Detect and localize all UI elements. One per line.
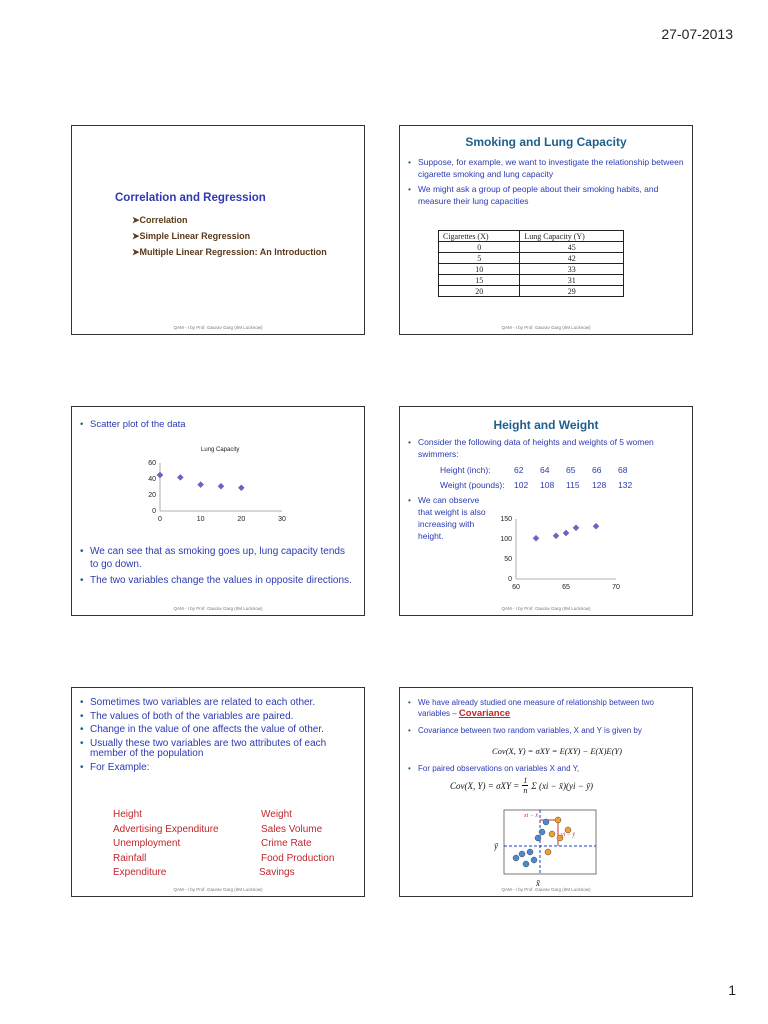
data-point	[198, 482, 204, 488]
data-point	[157, 472, 163, 478]
data-point	[549, 831, 555, 837]
x-tick-label: 70	[612, 584, 620, 591]
sample-covariance-formula: Cov(X, Y) = σXY = $\frac{1}{n}$ Σ (xi − x̄)(yi − ȳ)	[450, 776, 594, 795]
slide-footer: QAM - I by Prof. Gaurav Garg (IIM Lucknow)	[173, 606, 263, 611]
xbar-label: x̄	[536, 878, 540, 888]
bullet: • We might ask a group of people about their smoking habits, and measure their lung capacities	[408, 184, 659, 206]
lung-capacity-scatter-chart	[130, 443, 300, 533]
y-tick-label: 150	[500, 516, 512, 523]
data-point	[177, 474, 183, 480]
data-point	[573, 525, 579, 531]
data-point	[527, 849, 533, 855]
y-tick-label: 20	[148, 492, 156, 499]
data-point	[238, 485, 244, 491]
x-deviation-label: xi − x̄	[524, 813, 539, 819]
y-tick-label: 100	[500, 536, 512, 543]
data-point	[519, 851, 525, 857]
slide-title: Height and Weight	[493, 418, 599, 432]
page-number: 1	[728, 982, 736, 998]
bullet: • We can observe that weight is also increasing with height.	[408, 495, 486, 541]
data-point	[539, 829, 545, 835]
covariance-formula: Cov(X, Y) = σXY = E(XY) − E(X)E(Y)	[492, 746, 622, 756]
slide-footer: QAM - I by Prof. Gaurav Garg (IIM Lucknow)	[173, 325, 263, 330]
data-point	[545, 849, 551, 855]
list-item: Height Weight	[113, 809, 292, 820]
table-row: 20 29	[439, 286, 624, 297]
list-item: Advertising Expenditure Sales Volume	[113, 823, 323, 835]
examples-list	[113, 808, 334, 881]
data-point	[563, 530, 569, 536]
y-tick-label: 0	[152, 508, 156, 515]
slide-footer: QAM - I by Prof. Gaurav Garg (IIM Lucknow)	[501, 325, 591, 330]
data-point	[523, 861, 529, 867]
y-tick-label: 40	[148, 476, 156, 483]
table-row: 5 42	[439, 253, 624, 264]
bullet: • For paired observations on variables X and Y,	[408, 764, 580, 773]
slide-title: Correlation and Regression	[115, 192, 266, 204]
y-tick-label: 0	[508, 576, 512, 583]
bullet: • Covariance between two random variables, X and Y is given by	[408, 726, 642, 735]
list-item: Expenditure Savings	[113, 867, 295, 878]
bullet: • Usually these two variables are two attributes of each member of the population	[80, 737, 327, 759]
table-header: Cigarettes (X) Lung Capacity (Y)	[439, 231, 624, 242]
bullet: • Suppose, for example, we want to investigate the relationship between cigarette smoking and lung capacity	[408, 157, 684, 179]
y-deviation-label: yi − ȳ	[561, 832, 576, 838]
page-date: 27-07-2013	[661, 26, 733, 42]
data-point	[543, 819, 549, 825]
slide-height-weight	[399, 406, 693, 616]
bullet: • Scatter plot of the data	[80, 419, 186, 430]
table-row: 15 31	[439, 275, 624, 286]
bullet: • Sometimes two variables are related to each other.	[80, 697, 316, 708]
x-tick-label: 60	[512, 584, 520, 591]
data-point	[513, 855, 519, 861]
x-tick-label: 20	[237, 516, 246, 523]
list-item: Rainfall Food Production	[113, 852, 335, 864]
bullet: • For Example:	[80, 761, 150, 773]
bullet: • We have already studied one measure of relationship between two variables – Covariance	[408, 698, 654, 719]
x-tick-label: 10	[196, 516, 205, 523]
slide-footer: QAM - I by Prof. Gaurav Garg (IIM Lucknow)	[501, 887, 591, 892]
slide-footer: QAM - I by Prof. Gaurav Garg (IIM Lucknow)	[173, 887, 263, 892]
list-item: ➤Correlation	[132, 215, 188, 225]
x-tick-label: 0	[158, 516, 162, 523]
data-point	[533, 535, 539, 541]
y-tick-label: 50	[504, 556, 512, 563]
covariance-highlight: Covariance	[458, 708, 511, 719]
slide-smoking-lung	[399, 125, 693, 335]
slide-correlation-regression	[71, 125, 365, 335]
slide-scatter-plot	[71, 406, 365, 616]
data-point	[531, 857, 537, 863]
slide-related-variables	[71, 687, 365, 897]
table-row: 0 45	[439, 242, 624, 253]
table-row: 10 33	[439, 264, 624, 275]
data-point	[555, 817, 561, 823]
bullet: • The values of both of the variables are paired.	[80, 710, 294, 722]
weight-row: Weight (pounds): 102 108 115 128 132	[440, 480, 633, 490]
height-weight-scatter-chart	[488, 511, 628, 597]
slide-covariance	[399, 687, 693, 897]
bullet: • The two variables change the values in opposite directions.	[80, 575, 352, 586]
y-tick-label: 60	[148, 460, 156, 467]
list-item: ➤Simple Linear Regression	[132, 231, 251, 241]
bullet: • Consider the following data of heights and weights of 5 women swimmers:	[408, 437, 654, 459]
slide-title: Smoking and Lung Capacity	[465, 135, 627, 149]
x-tick-label: 30	[278, 516, 286, 523]
data-point	[218, 483, 224, 489]
data-point	[593, 523, 599, 529]
x-tick-label: 65	[562, 584, 570, 591]
ybar-label: ȳ	[494, 841, 498, 851]
chart-title: Lung Capacity	[201, 447, 240, 453]
bullet: • Change in the value of one affects the value of other.	[80, 724, 324, 735]
data-table	[438, 230, 624, 297]
covariance-diagram	[494, 808, 604, 890]
list-item: ➤Multiple Linear Regression: An Introduction	[132, 247, 327, 257]
list-item: Unemployment Crime Rate	[113, 838, 312, 849]
slide-footer: QAM - I by Prof. Gaurav Garg (IIM Lucknow)	[501, 606, 591, 611]
data-point	[553, 533, 559, 539]
bullet: • We can see that as smoking goes up, lung capacity tends to go down.	[80, 546, 345, 570]
height-row: Height (inch): 62 64 65 66 68	[440, 465, 628, 475]
data-point	[535, 835, 541, 841]
